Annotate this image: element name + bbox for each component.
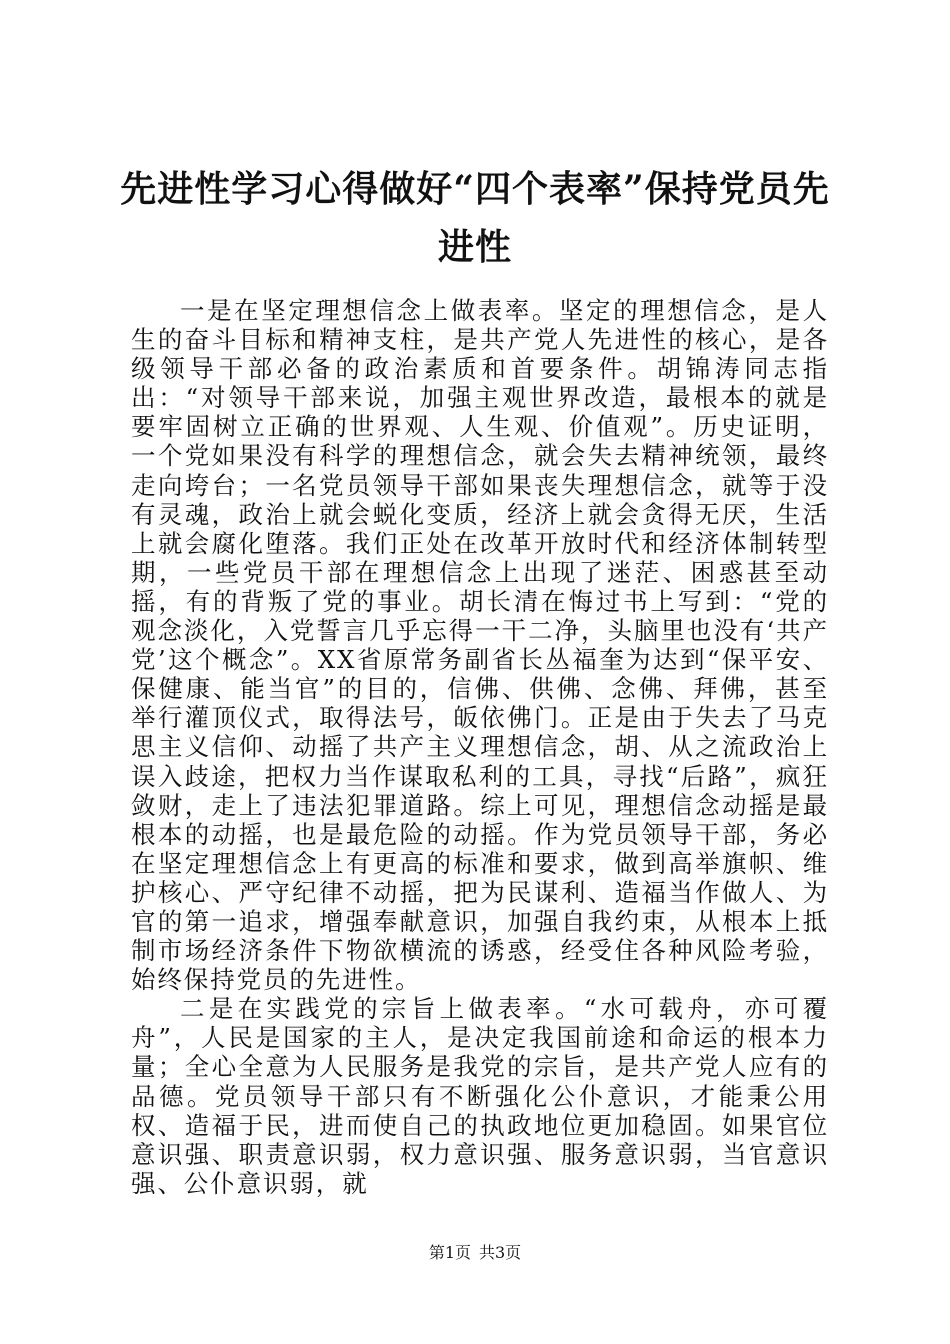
paragraph: 二是在实践党的宗旨上做表率。“水可载舟，亦可覆舟”，人民是国家的主人，是决定我国前途和命运的根本力量；全心全意为人民服务是我党的宗旨，是共产党人应有的品德。党员领导干部只有不断强化公仆意识，才能秉公用权、造福于民，进而使自己的执政地位更加稳固。如果官位意识强、职责意识弱，权力意识强、服务意识弱，当官意识强、公仆意识弱，就 [131, 994, 829, 1198]
document-body [131, 296, 829, 1198]
page-number: 第1页 [428, 1243, 471, 1262]
page-footer [0, 1241, 950, 1265]
document-title: 先进性学习心得做好“四个表率”保持党员先进性 [120, 168, 830, 268]
page-total: 共3页 [479, 1243, 522, 1262]
paragraph: 一是在坚定理想信念上做表率。坚定的理想信念，是人生的奋斗目标和精神支柱，是共产党人先进性的核心，是各级领导干部必备的政治素质和首要条件。胡锦涛同志指出：“对领导干部来说，加强主观世界改造，最根本的就是要牢固树立正确的世界观、人生观、价值观”。历史证明，一个党如果没有科学的理想信念，就会失去精神统领，最终走向垮台；一名党员领导干部如果丧失理想信念，就等于没有灵魂，政治上就会蜕化变质，经济上就会贪得无厌，生活上就会腐化堕落。我们正处在改革开放时代和经济体制转型期，一些党员干部在理想信念上出现了迷茫、困惑甚至动摇，有的背叛了党的事业。胡长清在悔过书上写到：“党的观念淡化，入党誓言几乎忘得一干二净，头脑里也没有‘共产党’这个概念”。XX省原常务副省长丛福奎为达到“保平安、保健康、能当官”的目的，信佛、供佛、念佛、拜佛，甚至举行灌顶仪式，取得法号，皈依佛门。正是由于失去了马克思主义信仰、动摇了共产主义理想信念，胡、从之流政治上误入歧途，把权力当作谋取私利的工具，寻找“后路”，疯狂敛财，走上了违法犯罪道路。综上可见，理想信念动摇是最根本的动摇，也是最危险的动摇。作为党员领导干部，务必在坚定理想信念上有更高的标准和要求，做到高举旗帜、维护核心、严守纪律不动摇，把为民谋利、造福当作做人、为官的第一追求，增强奉献意识，加强自我约束，从根本上抵制市场经济条件下物欲横流的诱惑，经受住各种风险考验，始终保持党员的先进性。 [131, 296, 829, 995]
